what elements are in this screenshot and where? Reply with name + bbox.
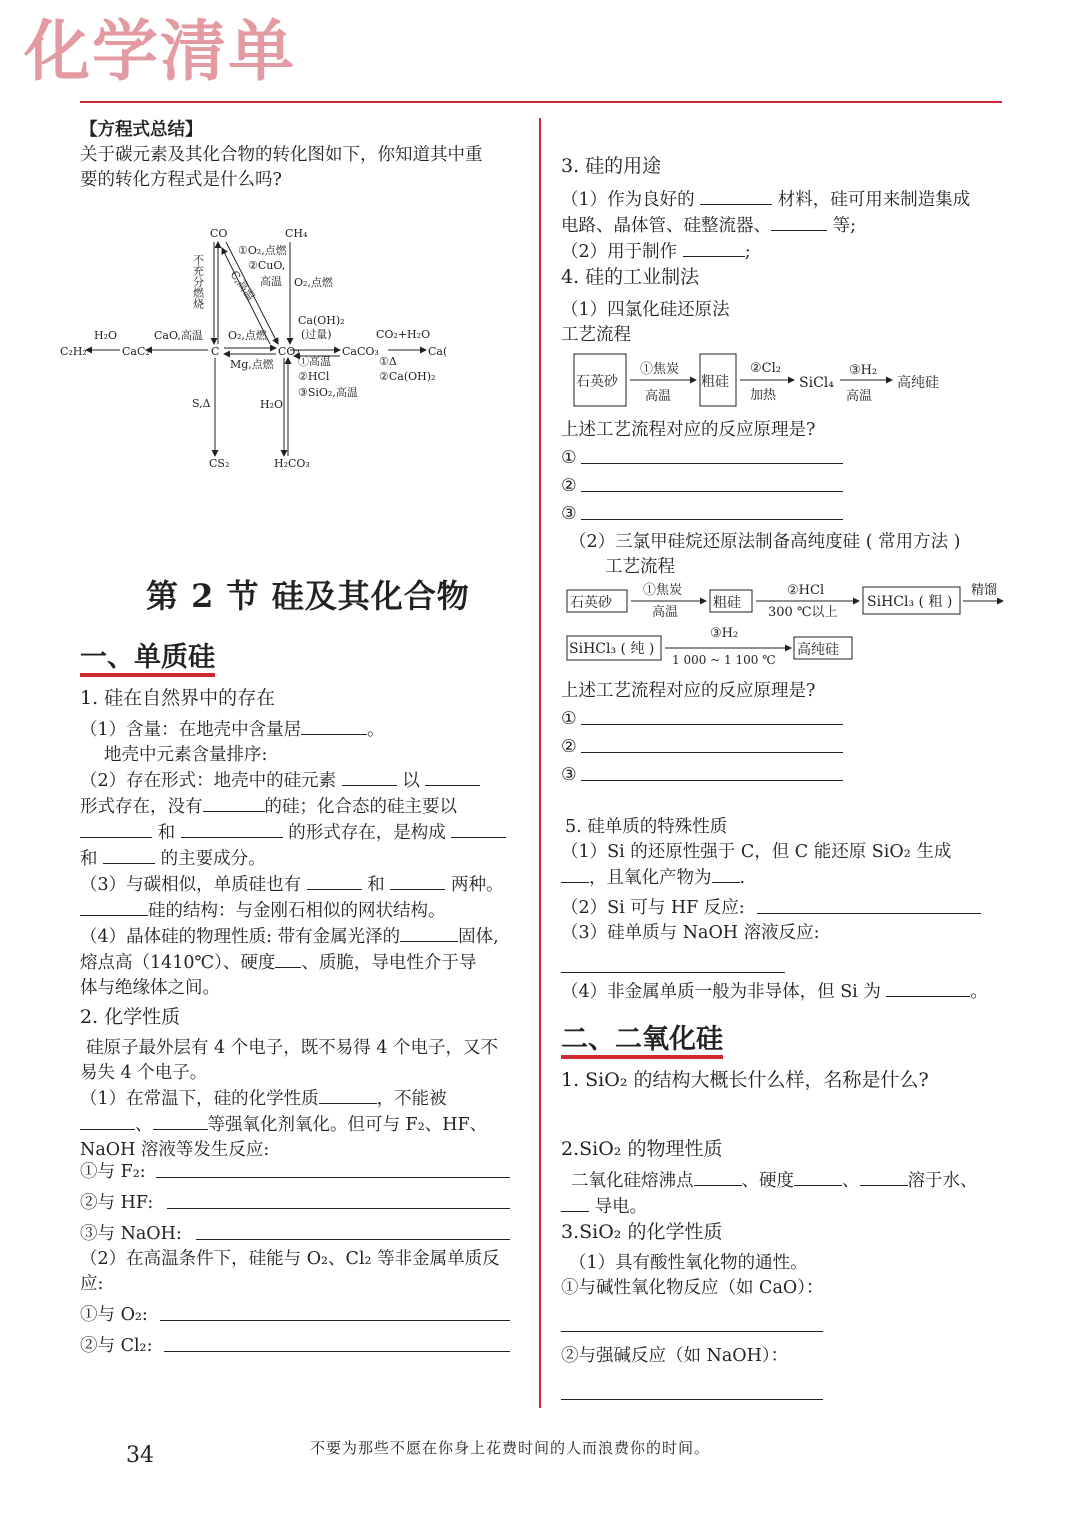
u5-3: （3）硅单质与 NaOH 溶液反应: — [561, 923, 820, 943]
label-3-sio2: ③SiO₂,高温 — [298, 386, 358, 399]
label-co2-h2o: CO₂+H₂O — [376, 328, 431, 341]
v3-b: ②与强碱反应（如 NaOH）： — [561, 1346, 789, 1366]
flow2-label-distill: 精馏 — [971, 583, 998, 598]
flow2-label-coke: ①焦炭 — [643, 583, 683, 598]
flow2-quartz: 石英砂 — [570, 595, 612, 611]
summary-question-line2: 要的转化方程式是什么吗? — [80, 170, 282, 190]
v3-b-answer-line — [561, 1379, 823, 1400]
s1-1: （1）含量：在地壳中含量居 。 — [80, 717, 520, 743]
section-title: 第 2 节 硅及其化合物 — [146, 577, 470, 615]
u5-title: 5. 硅单质的特殊性质 — [565, 817, 728, 837]
column-divider — [539, 118, 541, 1408]
node-co2: CO₂ — [278, 345, 300, 358]
u4-1: （1）四氯化硅还原法 — [561, 300, 730, 320]
flow1-answer-3: ③ — [561, 502, 1003, 527]
flow-chart-sicl4 — [572, 350, 1002, 412]
node-cs2: CS₂ — [209, 457, 230, 470]
flow2-answer-2: ② — [561, 735, 1003, 760]
s1-2d: 和 的主要成分。 — [80, 846, 520, 872]
carbon-conversion-diagram — [58, 222, 478, 477]
flow1-sicl4: SiCl₄ — [799, 375, 834, 391]
footer-quote: 不要为那些不愿在你身上花费时间的人而浪费你的时间。 — [310, 1439, 711, 1457]
s2-2: （2）在高温条件下，硅能与 O₂、Cl₂ 等非金属单质反应: — [80, 1249, 500, 1294]
node-co: CO — [210, 227, 228, 240]
silicon-special-properties — [561, 815, 1003, 1005]
u5-1a: （1）Si 的还原性强于 C，但 C 能还原 SiO₂ 生成 — [561, 842, 952, 862]
label-c-high-temp: C,高温 — [227, 268, 258, 304]
s2-1b: 、 等强氧化剂氧化。但可与 F₂、HF、 — [80, 1112, 520, 1138]
s1-2b: 形式存在，没有 的硅；化合态的硅主要以 — [80, 794, 520, 820]
s1-4b: 熔点高（1410℃）、硬度 、质脆，导电性介于导 — [80, 950, 520, 976]
v2-1: 二氧化硅熔沸点 、硬度 、 溶于水、 — [561, 1168, 1003, 1194]
u3-2: （2）用于制作 ; — [561, 239, 1003, 265]
heading-text-2: 二、二氧化硅 — [561, 1025, 723, 1059]
s1-2c: 和 的形式存在，是构成 — [80, 820, 520, 846]
equation-summary — [80, 118, 520, 193]
reaction-o2: ①与 O₂: — [80, 1303, 510, 1328]
u5-1b: ，且氧化产物为 . — [561, 865, 1003, 891]
page-number: 34 — [126, 1443, 154, 1468]
flow1-question: 上述工艺流程对应的反应原理是? — [561, 420, 816, 440]
flow2-label-300c: 300 ℃以上 — [768, 605, 838, 620]
label-caoh2: Ca(OH)₂ — [298, 314, 345, 327]
node-ch4: CH₄ — [285, 227, 308, 240]
label-o2-ignite: ①O₂,点燃 — [238, 244, 287, 257]
flow1-answers — [561, 418, 1003, 580]
s1-1b: 地壳中元素含量排序: — [104, 745, 268, 765]
label-h2o: H₂O — [94, 329, 118, 342]
page-header-title: 化学清单 — [24, 12, 296, 90]
heading-elemental-silicon — [80, 643, 215, 677]
flow2-answer-3: ③ — [561, 763, 1003, 788]
flow1-label-h2: ③H₂ — [849, 363, 878, 378]
s1-3b: 硅的结构：与金刚石相似的网状结构。 — [80, 898, 520, 924]
node-h2co3: H₂CO₃ — [274, 457, 310, 470]
node-c2h2: C₂H₂ — [60, 345, 87, 358]
flow2-label-hcl: ②HCl — [787, 583, 825, 598]
u4-1b: 工艺流程 — [561, 325, 631, 345]
reaction-cl2: ②与 Cl₂: — [80, 1334, 510, 1359]
node-cac2: CaC₂ — [122, 345, 150, 358]
flow1-answer-2: ② — [561, 474, 1003, 499]
u5-3-answer-line — [561, 952, 785, 973]
label-o2-ignite-3: O₂,点燃 — [228, 329, 267, 342]
u5-2: （2）Si 可与 HF 反应: — [561, 896, 1003, 921]
summary-heading: 【方程式总结】 — [80, 120, 203, 140]
flow1-pure-si: 高纯硅 — [897, 375, 939, 391]
flow2-question: 上述工艺流程对应的反应原理是? — [561, 681, 816, 701]
reaction-f2: ①与 F₂: — [80, 1160, 510, 1185]
silicon-reactions — [80, 1160, 510, 1359]
u3-1a: （1）作为良好的 材料，硅可用来制造集成 — [561, 187, 1003, 213]
label-s-delta: S,Δ — [192, 397, 211, 410]
flow2-label-h2: ③H₂ — [710, 626, 739, 641]
flow-chart-sihcl3 — [565, 580, 1005, 672]
flow2-label-temp-range: 1 000 ~ 1 100 ℃ — [672, 653, 776, 667]
reaction-hf: ②与 HF: — [80, 1191, 510, 1216]
flow1-label-cl2: ②Cl₂ — [750, 361, 781, 376]
node-caco3: CaCO₃ — [342, 345, 379, 358]
flow2-pure-si: 高纯硅 — [797, 642, 839, 658]
right-uses — [561, 154, 1003, 348]
flow2-crude-si: 粗硅 — [713, 595, 741, 611]
flow2-sihcl3-crude: SiHCl₃ ( 粗 ) — [867, 594, 953, 610]
s2-1c: NaOH 溶液等发生反应: — [80, 1140, 270, 1160]
header-rule — [80, 101, 1002, 103]
flow1-crude-si: 粗硅 — [701, 374, 729, 390]
s2-1a: （1）在常温下，硅的化学性质 ，不能被 — [80, 1086, 520, 1112]
s2-intro1: 硅原子最外层有 4 个电子，既不易得 4 个电子，又不 — [86, 1038, 499, 1058]
label-incomplete-combustion: 不充分燃烧 — [191, 254, 205, 309]
s1-2a: （2）存在形式：地壳中的硅元素 以 — [80, 768, 520, 794]
heading-text: 一、单质硅 — [80, 643, 215, 677]
flow1-label-high-temp-2: 高温 — [846, 389, 873, 404]
s1-4a: （4）晶体硅的物理性质: 带有金属光泽的 固体, — [80, 924, 520, 950]
label-1-delta: ①Δ — [379, 355, 397, 368]
left-body — [80, 686, 520, 1163]
u4-2b: 工艺流程 — [605, 557, 675, 577]
s2-intro2: 易失 4 个电子。 — [80, 1063, 208, 1083]
label-2-hcl: ②HCl — [298, 370, 330, 383]
flow2-answer-1: ① — [561, 707, 1003, 732]
v3-1: （1）具有酸性氧化物的通性。 — [569, 1253, 808, 1273]
label-high-temp: 高温 — [260, 275, 282, 288]
flow2-label-high-temp: 高温 — [652, 605, 679, 620]
u3-1b: 电路、晶体管、硅整流器、 等; — [561, 213, 1003, 239]
u4-2a: （2）三氯甲硅烷还原法制备高纯度硅 ( 常用方法 ) — [569, 532, 961, 552]
sio2-section — [561, 1068, 1003, 1400]
v3-a-answer-line — [561, 1311, 823, 1332]
flow1-label-heat: 加热 — [750, 388, 777, 403]
label-2-caoh2: ②Ca(OH)₂ — [379, 370, 436, 383]
s2-title: 2. 化学性质 — [80, 1006, 181, 1028]
label-cuo: ②CuO, — [248, 259, 286, 272]
flow1-label-coke: ①焦炭 — [640, 362, 680, 377]
flow2-sihcl3-pure: SiHCl₃ ( 纯 ) — [569, 641, 655, 657]
label-h2o-2: H₂O — [260, 398, 284, 411]
node-c: C — [211, 345, 220, 358]
u3-title: 3. 硅的用途 — [561, 155, 662, 177]
label-excess: (过量) — [301, 328, 332, 341]
flow1-quartz: 石英砂 — [576, 374, 618, 390]
label-mg-ignite: Mg,点燃 — [230, 358, 274, 371]
node-ca: Ca( — [428, 345, 448, 358]
flow1-label-high-temp: 高温 — [645, 389, 672, 404]
flow1-answer-1: ① — [561, 446, 1003, 471]
u5-4: （4）非金属单质一般为非导体，但 Si 为 。 — [561, 979, 1003, 1005]
label-cao-high-temp: CaO,高温 — [154, 329, 203, 342]
s1-4c: 体与绝缘体之间。 — [80, 978, 220, 998]
flow2-answers — [561, 679, 1003, 788]
v1: 1. SiO₂ 的结构大概长什么样，名称是什么? — [561, 1069, 929, 1091]
reaction-naoh: ③与 NaOH: — [80, 1222, 510, 1247]
heading-silicon-dioxide — [561, 1025, 723, 1059]
u4-title: 4. 硅的工业制法 — [561, 266, 700, 288]
label-o2-ignite-2: O₂,点燃 — [294, 276, 333, 289]
v3: 3.SiO₂ 的化学性质 — [561, 1221, 723, 1243]
v2-2: 导电。 — [561, 1194, 1003, 1220]
v2: 2.SiO₂ 的物理性质 — [561, 1138, 723, 1160]
v3-a: ①与碱性氧化物反应（如 CaO）： — [561, 1278, 824, 1298]
label-1-high-temp: ①高温 — [298, 355, 331, 368]
summary-question-line1: 关于碳元素及其化合物的转化图如下，你知道其中重 — [80, 145, 483, 165]
s1-3a: （3）与碳相似，单质硅也有 和 两种。 — [80, 872, 520, 898]
s1-title: 1. 硅在自然界中的存在 — [80, 687, 276, 709]
